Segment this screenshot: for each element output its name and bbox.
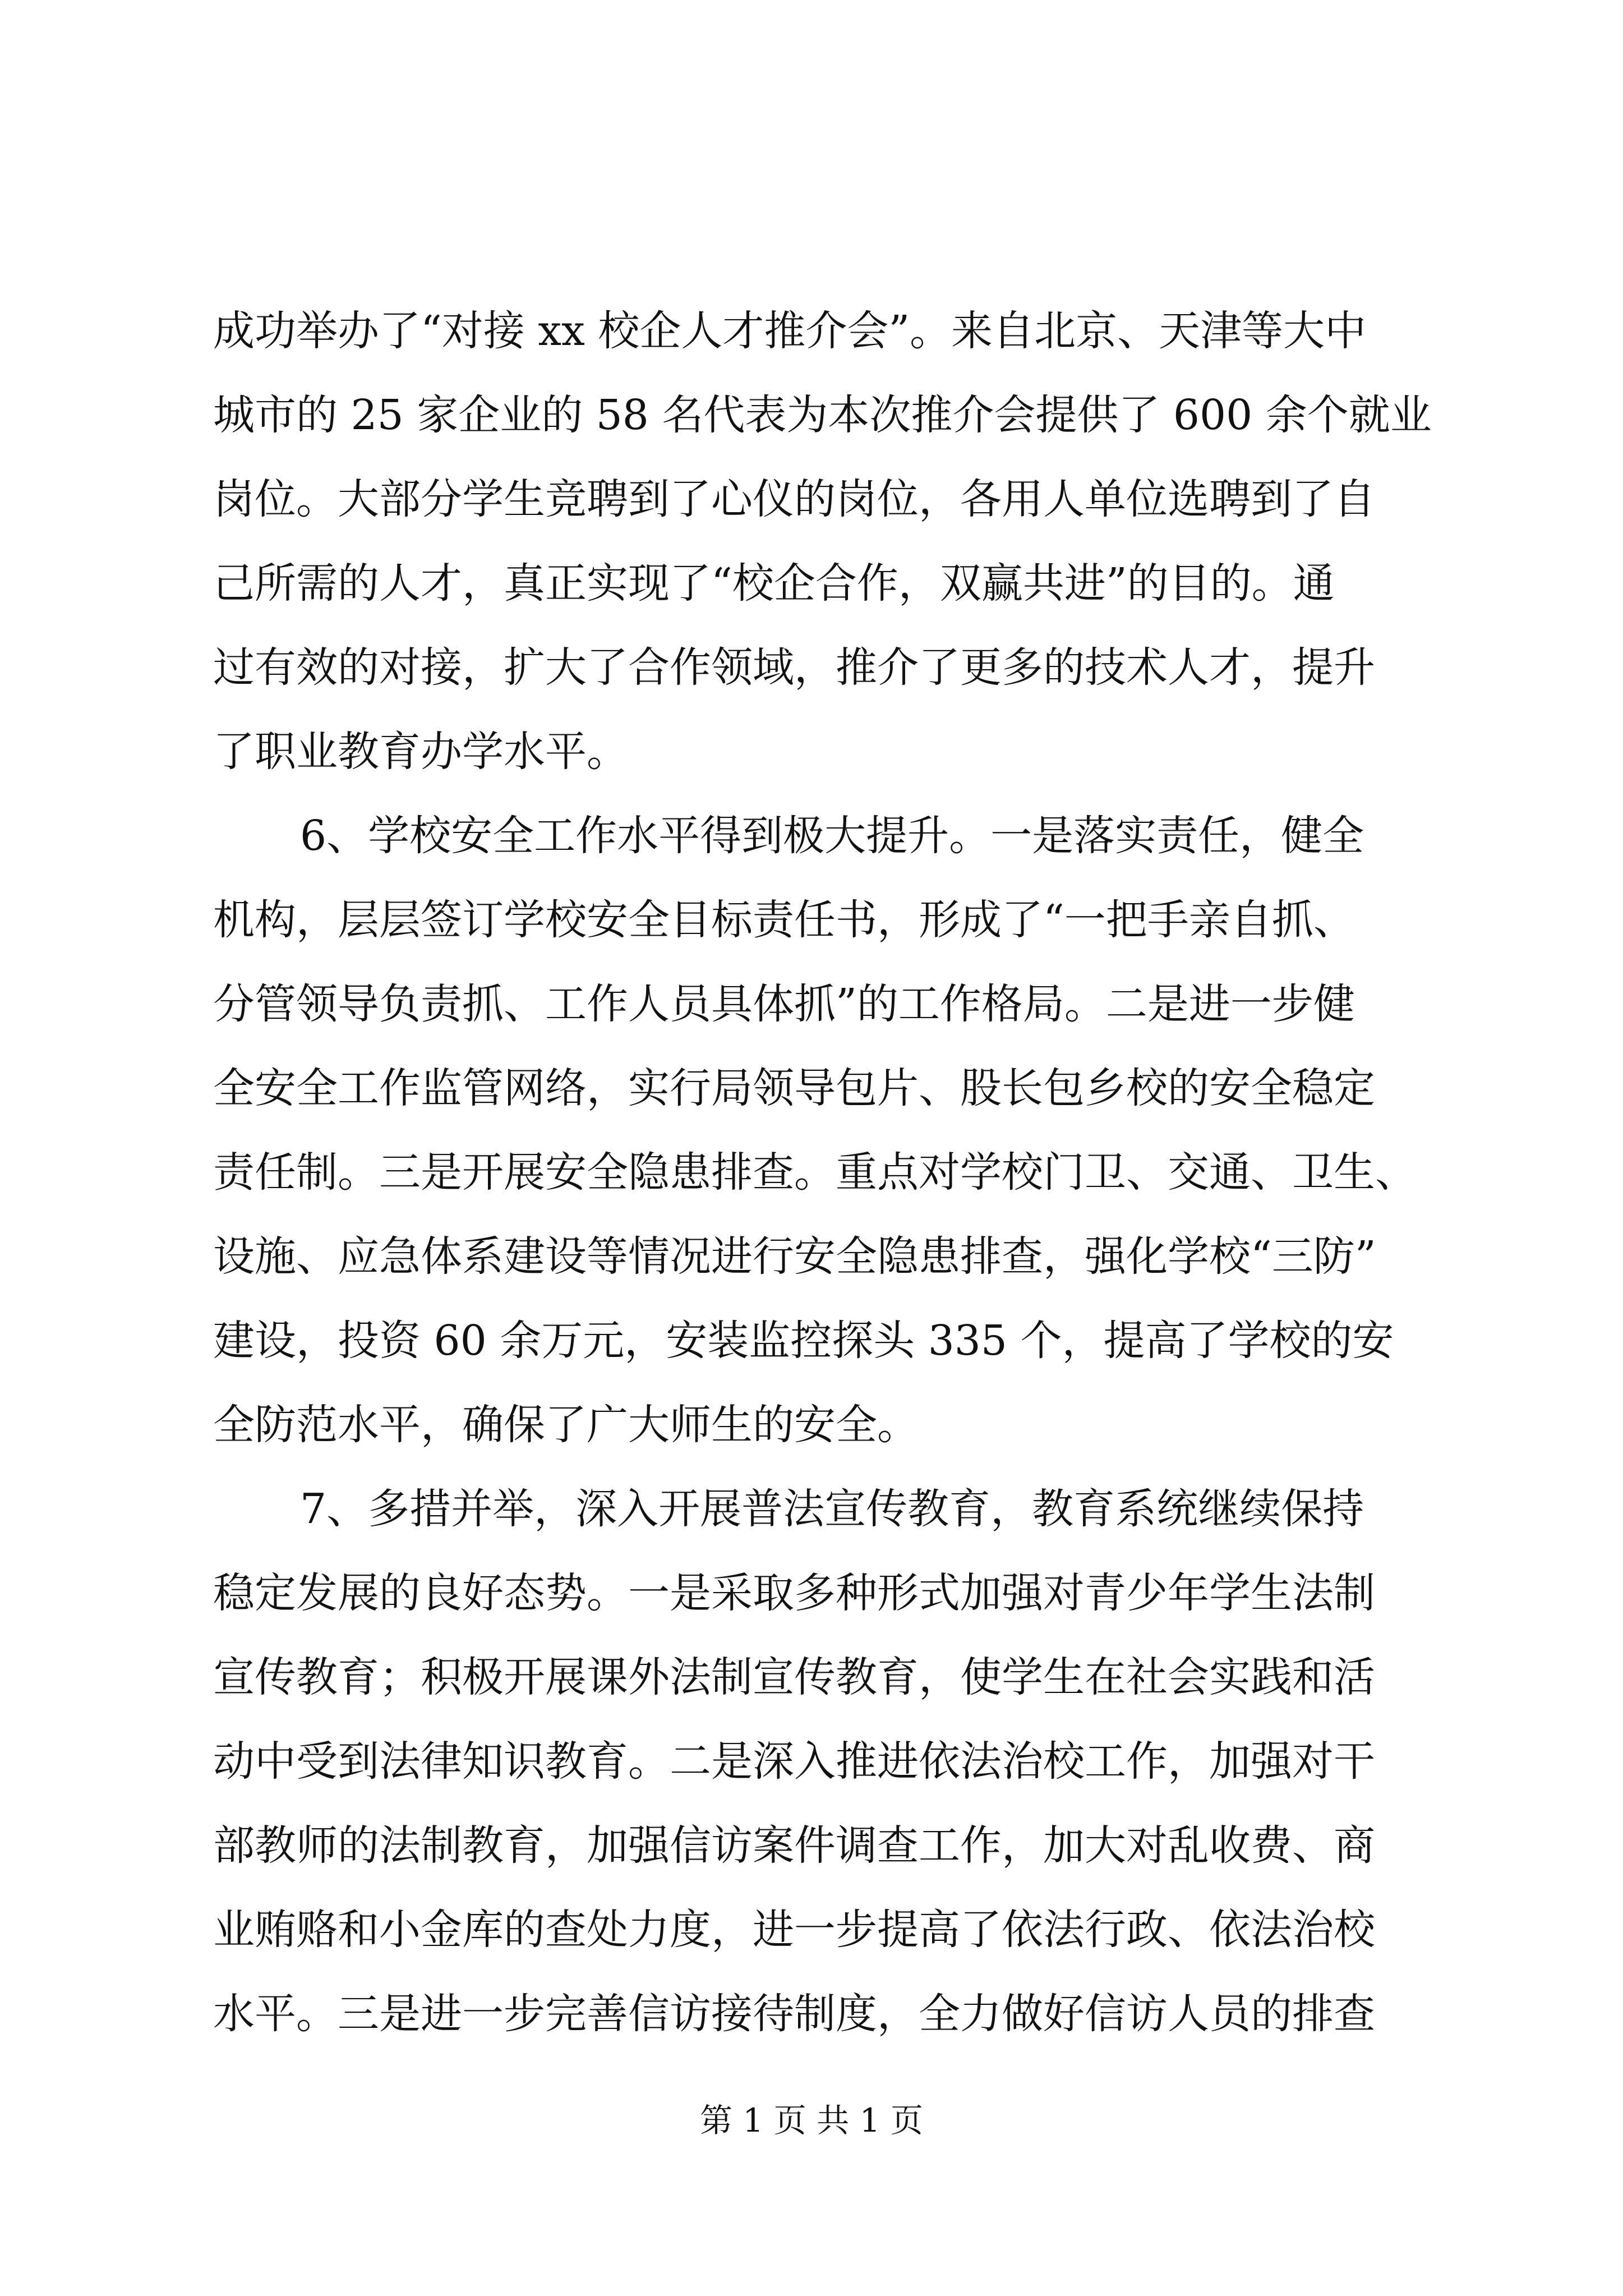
- text-line: 部教师的法制教育，加强信访案件调查工作，加大对乱收费、商: [213, 1821, 1375, 1870]
- text-line: 机构，层层签订学校安全目标责任书，形成了“一把手亲自抓、: [213, 896, 1355, 944]
- text-line: 了职业教育办学水平。: [213, 728, 628, 776]
- text-line: 建设，投资 60 余万元，安装监控探头 335 个，提高了学校的安: [213, 1317, 1394, 1365]
- text-line: 己所需的人才，真正实现了“校企合作，双赢共进”的目的。通: [213, 559, 1335, 608]
- text-line: 宣传教育；积极开展课外法制宣传教育，使学生在社会实践和活: [213, 1653, 1375, 1701]
- text-line: 业贿赂和小金库的查处力度，进一步提高了依法行政、依法治校: [213, 1906, 1375, 1954]
- text-line: 设施、应急体系建设等情况进行安全隐患排查，强化学校“三防”: [213, 1232, 1376, 1281]
- text-line: 岗位。大部分学生竞聘到了心仪的岗位，各用人单位选聘到了自: [213, 475, 1375, 523]
- paragraph-6-first-line: 6、学校安全工作水平得到极大提升。一是落实责任，健全: [300, 812, 1364, 860]
- text-line: 分管领导负责抓、工作人员具体抓”的工作格局。二是进一步健: [213, 980, 1355, 1028]
- text-line: 水平。三是进一步完善信访接待制度，全力做好信访人员的排查: [213, 1990, 1375, 2038]
- text-line: 成功举办了“对接 xx 校企人才推介会”。来自北京、天津等大中: [213, 307, 1367, 355]
- text-line: 动中受到法律知识教育。二是深入推进依法治校工作，加强对干: [213, 1737, 1375, 1786]
- text-line: 责任制。三是开展安全隐患排查。重点对学校门卫、交通、卫生、: [213, 1148, 1417, 1197]
- text-line: 全防范水平，确保了广大师生的安全。: [213, 1401, 919, 1449]
- text-line: 城市的 25 家企业的 58 名代表为本次推介会提供了 600 余个就业: [213, 391, 1432, 439]
- text-line: 全安全工作监管网络，实行局领导包片、股长包乡校的安全稳定: [213, 1064, 1375, 1112]
- paragraph-7-first-line: 7、多措并举，深入开展普法宣传教育，教育系统继续保持: [300, 1485, 1364, 1533]
- text-line: 稳定发展的良好态势。一是采取多种形式加强对青少年学生法制: [213, 1569, 1375, 1617]
- text-line: 过有效的对接，扩大了合作领域，推介了更多的技术人才，提升: [213, 643, 1375, 692]
- page-number-footer: 第 1 页 共 1 页: [700, 2101, 923, 2139]
